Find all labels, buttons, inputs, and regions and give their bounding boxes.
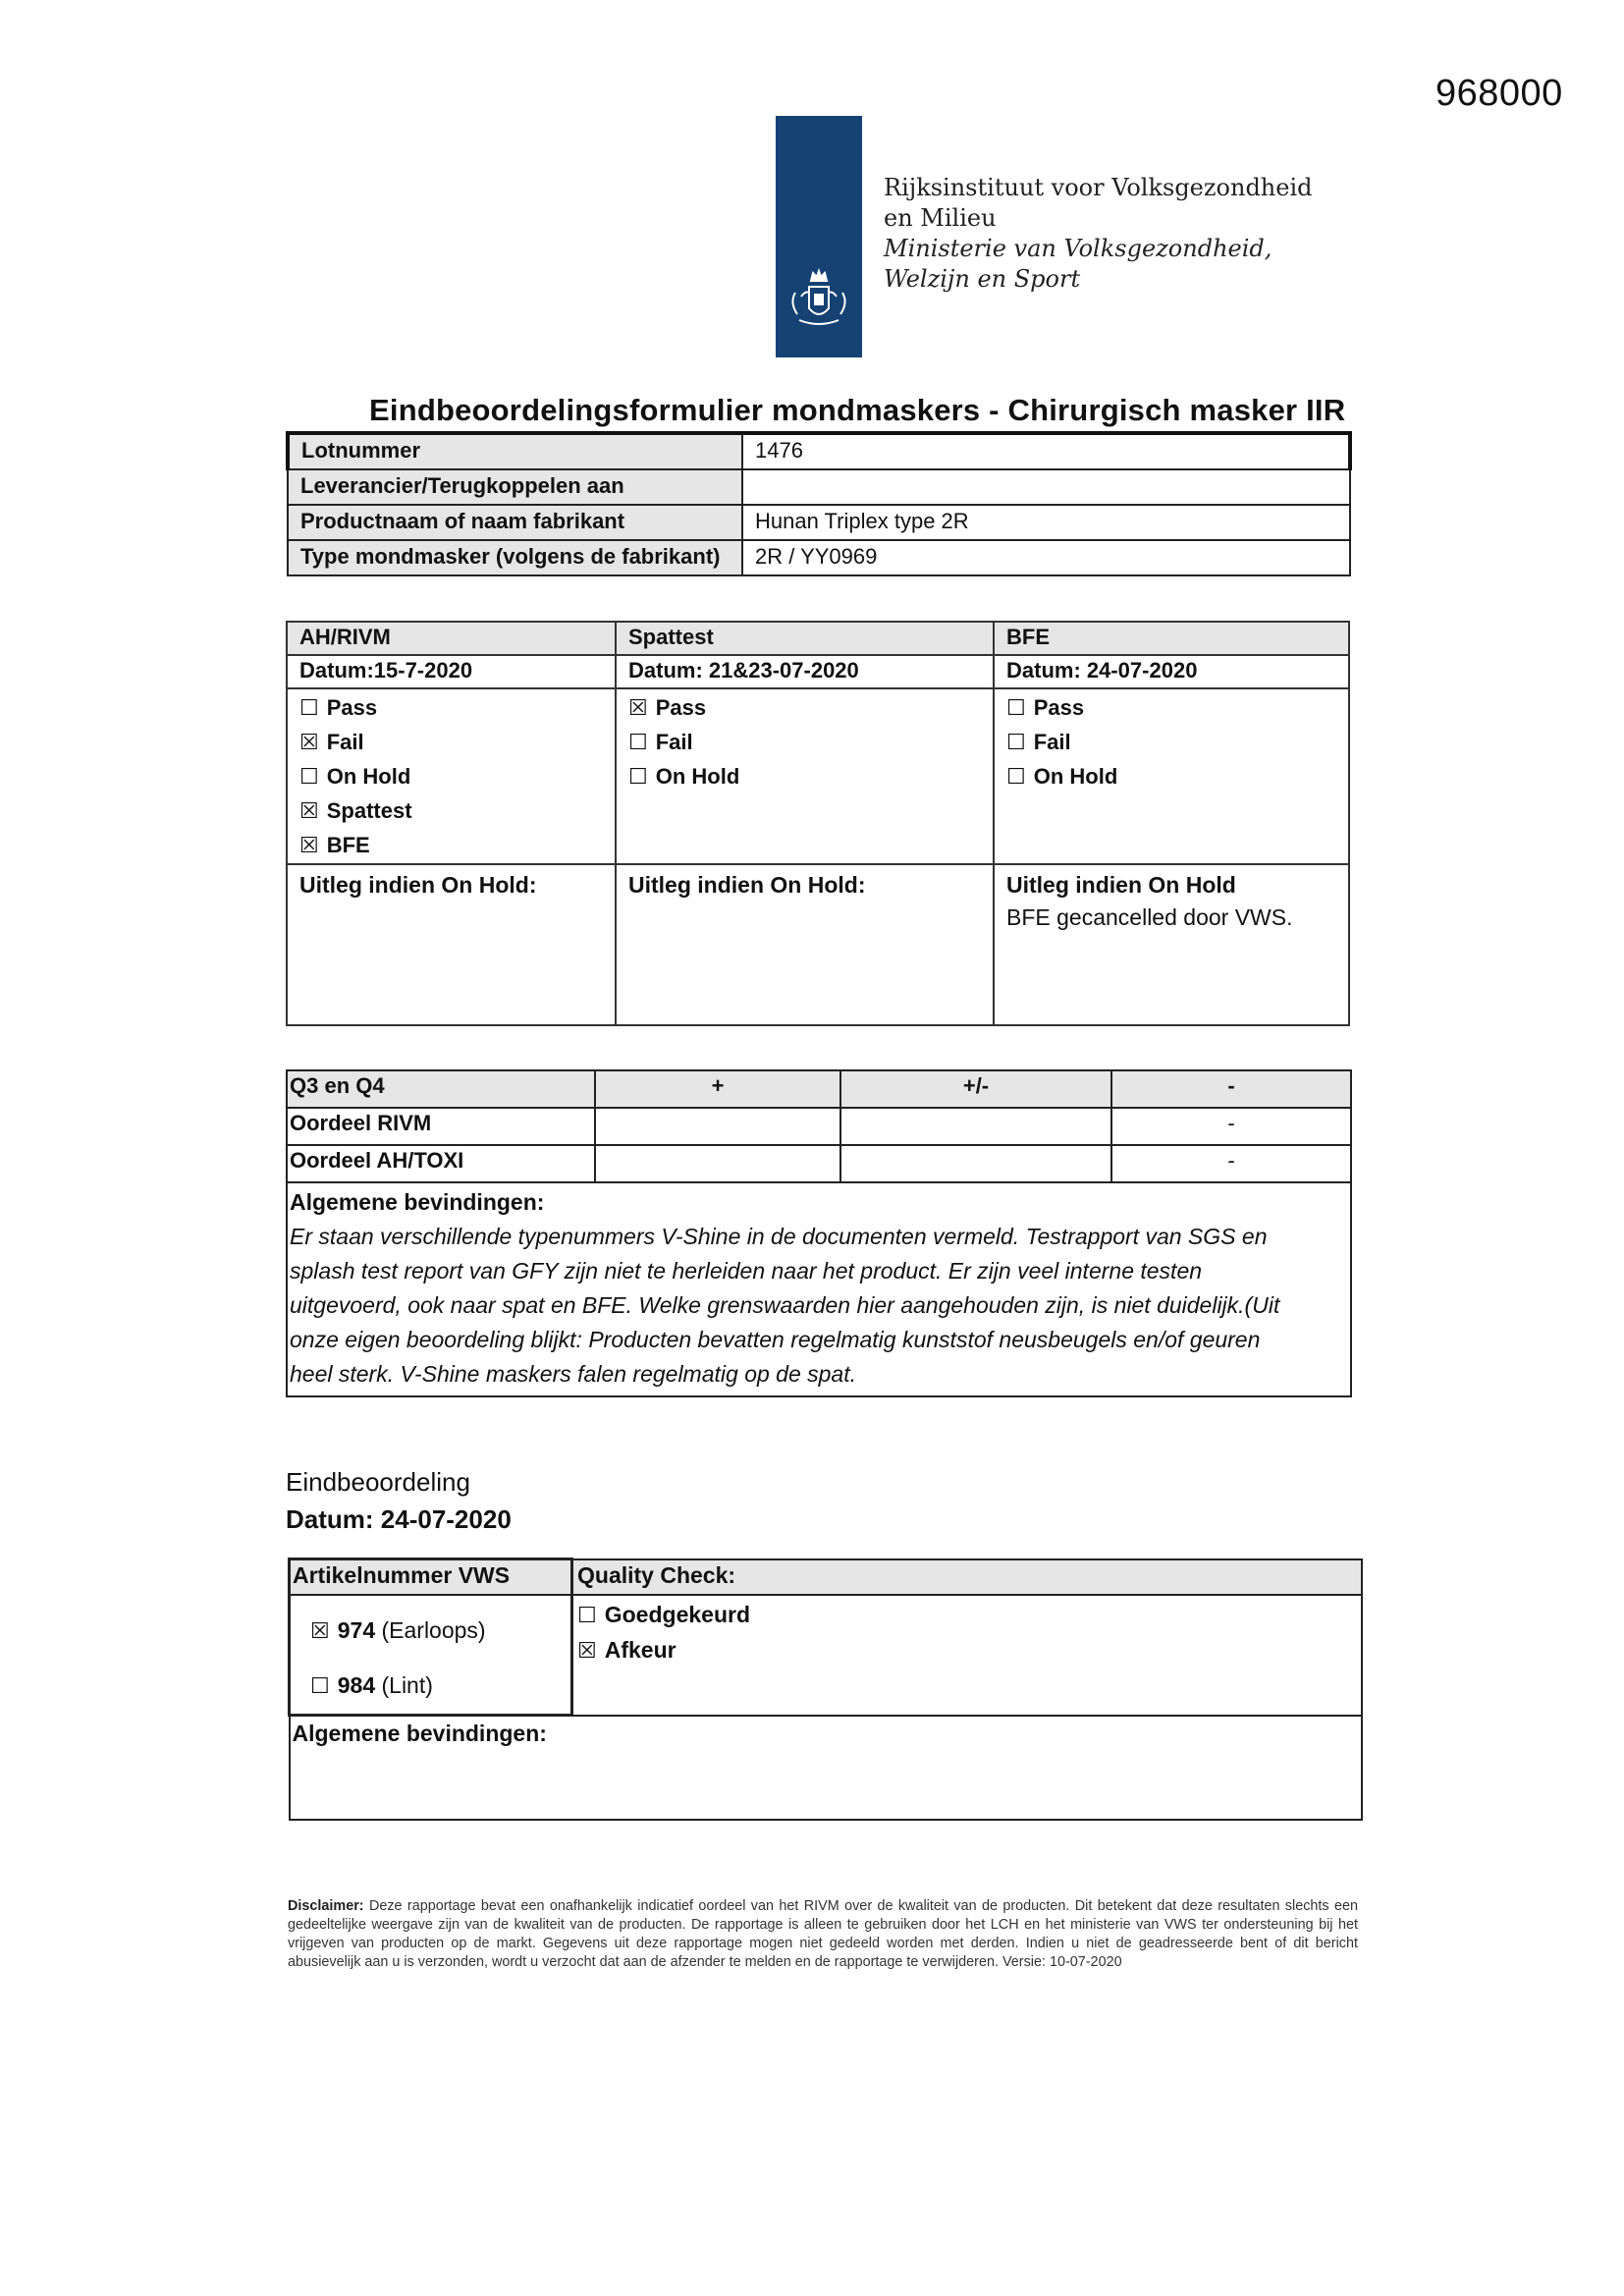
table-row — [287, 1108, 1351, 1145]
findings-line: onze eigen beoordeling blijkt: Producten bevatten regelmatig kunststof neusbeugels en/of geuren — [290, 1327, 1261, 1352]
org-line-3: Ministerie van Volksgezondheid, — [884, 235, 1272, 262]
checkbox-icon[interactable]: ☐ — [299, 696, 319, 721]
quality-label: Goedgekeurd — [604, 1602, 750, 1627]
article-984 — [310, 1659, 568, 1714]
checkbox-icon[interactable]: ☐ — [1006, 731, 1026, 755]
option-on-hold — [1006, 760, 1336, 794]
option-pass — [628, 691, 981, 726]
article-desc: (Lint) — [381, 1672, 433, 1698]
header-bfe: BFE — [994, 622, 1349, 655]
table-row — [288, 540, 1350, 575]
explain-spattest — [616, 864, 994, 1025]
checkbox-checked-icon[interactable]: ☒ — [299, 799, 319, 824]
findings-line: heel sterk. V-Shine maskers falen regelmatig op de spat. — [290, 1361, 856, 1387]
table-row — [287, 622, 1349, 655]
label-leverancier: Leverancier/Terugkoppelen aan — [288, 469, 742, 505]
header-spattest: Spattest — [616, 622, 994, 655]
final-findings-label: Algemene bevindingen: — [292, 1721, 547, 1746]
option-spattest — [299, 794, 603, 829]
checkbox-icon[interactable]: ☐ — [577, 1604, 597, 1628]
option-label: Spattest — [326, 798, 412, 823]
checkbox-checked-icon[interactable]: ☒ — [310, 1619, 330, 1644]
q3-q4-table — [286, 1069, 1352, 1397]
article-974 — [310, 1604, 568, 1659]
checkbox-checked-icon[interactable]: ☒ — [299, 731, 319, 755]
explain-ah-rivm — [287, 864, 616, 1025]
org-line-1: Rijksinstituut voor Volksgezondheid — [884, 174, 1313, 201]
table-row — [287, 1145, 1351, 1182]
option-fail — [1006, 726, 1336, 760]
checkbox-icon[interactable]: ☐ — [299, 765, 319, 790]
cell-plus-minus — [840, 1108, 1111, 1145]
table-row — [287, 1070, 1351, 1108]
option-label: On Hold — [1033, 764, 1118, 789]
checkbox-checked-icon[interactable]: ☒ — [628, 696, 648, 721]
checkbox-icon[interactable]: ☐ — [310, 1674, 330, 1699]
checkbox-checked-icon[interactable]: ☒ — [299, 834, 319, 858]
option-label: Fail — [655, 730, 693, 754]
article-number: 974 — [337, 1617, 376, 1643]
option-fail — [628, 726, 981, 760]
table-row — [288, 469, 1350, 505]
final-assessment-heading: Eindbeoordeling — [286, 1467, 470, 1497]
checkbox-checked-icon[interactable]: ☒ — [577, 1639, 597, 1664]
table-row — [288, 505, 1350, 540]
org-line-2: en Milieu — [884, 204, 997, 232]
final-assessment-date: Datum: 24-07-2020 — [286, 1504, 512, 1534]
disclaimer-label: Disclaimer: — [288, 1898, 364, 1914]
options-bfe — [994, 688, 1349, 864]
findings-line: Er staan verschillende typenummers V-Shine in de documenten vermeld. Testrapport van SGS en — [290, 1224, 1268, 1249]
date-spattest: Datum: 21&23-07-2020 — [616, 655, 994, 688]
header-minus: - — [1111, 1070, 1351, 1108]
header-quality-check: Quality Check: — [572, 1559, 1362, 1596]
explain-label: Uitleg indien On Hold: — [299, 872, 537, 898]
disclaimer-text: Deze rapportage bevat een onafhankelijk indicatief oordeel van het RIVM over de kwaliteit van de producten. Dit betekent dat deze resultaten slechts een gedeeltelijke weergave zijn van de kwaliteit van de producten. De rapportage is alleen te gebruiken door het LCH en het ministerie van VWS ter ondersteuning bij het vrijgeven van producten op de markt. Gegevens uit deze rapportage mogen niet gedeeld worden met derden. Indien u niet de geadresseerde bent of dit bericht abusievelijk aan u is verzonden, wordt u verzocht dat aan de afzender te melden en de rapportage te verwijderen. Versie: 10-07-2020 — [288, 1898, 1358, 1970]
form-title: Eindbeoordelingsformulier mondmaskers - Chirurgisch masker IIR — [369, 393, 1346, 427]
table-row — [290, 1595, 1362, 1716]
checkbox-icon[interactable]: ☐ — [1006, 696, 1026, 721]
option-on-hold — [628, 760, 981, 794]
table-row — [287, 1182, 1351, 1396]
general-findings — [287, 1182, 1351, 1396]
options-spattest — [616, 688, 994, 864]
row-label-oordeel-rivm: Oordeel RIVM — [287, 1108, 595, 1145]
option-on-hold — [299, 760, 603, 794]
tests-table — [286, 621, 1350, 1026]
explain-label: Uitleg indien On Hold: — [628, 872, 866, 898]
header-q3-q4: Q3 en Q4 — [287, 1070, 595, 1108]
header-ah-rivm: AH/RIVM — [287, 622, 616, 655]
table-row — [288, 433, 1350, 469]
explain-label: Uitleg indien On Hold — [1006, 872, 1236, 898]
table-row — [287, 864, 1349, 1025]
org-line-4: Welzijn en Sport — [884, 265, 1081, 293]
option-label: Pass — [655, 695, 707, 720]
label-productnaam: Productnaam of naam fabrikant — [288, 505, 742, 540]
cell-plus-minus — [840, 1145, 1111, 1182]
option-bfe — [299, 829, 603, 863]
quality-goedgekeurd — [577, 1598, 1359, 1633]
final-assessment-table — [288, 1558, 1363, 1821]
option-fail — [299, 726, 603, 760]
value-leverancier — [742, 469, 1350, 505]
date-bfe: Datum: 24-07-2020 — [994, 655, 1349, 688]
table-row — [290, 1716, 1362, 1821]
explain-text: BFE gecancelled door VWS. — [1006, 904, 1293, 930]
document-number: 968000 — [1435, 73, 1563, 114]
value-productnaam: Hunan Triplex type 2R — [742, 505, 1350, 540]
findings-line: splash test report van GFY zijn niet te herleiden naar het product. Er zijn veel interne testen — [290, 1258, 1203, 1284]
option-label: Fail — [1033, 730, 1071, 754]
label-type-mondmasker: Type mondmasker (volgens de fabrikant) — [288, 540, 742, 575]
coat-of-arms-icon — [782, 263, 856, 342]
quality-afkeur — [577, 1633, 1359, 1668]
header-plus: + — [595, 1070, 840, 1108]
checkbox-icon[interactable]: ☐ — [1006, 765, 1026, 790]
option-label: On Hold — [655, 764, 740, 789]
disclaimer — [288, 1897, 1358, 1972]
checkbox-icon[interactable]: ☐ — [628, 731, 648, 755]
quality-label: Afkeur — [604, 1637, 677, 1663]
header-article-number: Artikelnummer VWS — [290, 1559, 572, 1596]
checkbox-icon[interactable]: ☐ — [628, 765, 648, 790]
value-type-mondmasker: 2R / YY0969 — [742, 540, 1350, 575]
findings-label: Algemene bevindingen: — [290, 1189, 545, 1215]
findings-line: uitgevoerd, ook naar spat en BFE. Welke grenswaarden hier aangehouden zijn, is niet duidelijk.(Uit — [290, 1292, 1280, 1318]
cell-minus: - — [1111, 1108, 1351, 1145]
product-info-table — [286, 431, 1352, 576]
explain-bfe — [994, 864, 1349, 1025]
cell-plus — [595, 1145, 840, 1182]
article-number: 984 — [337, 1672, 376, 1698]
options-ah-rivm — [287, 688, 616, 864]
organisation-name — [884, 173, 1313, 295]
header-plus-minus: +/- — [840, 1070, 1111, 1108]
label-lotnummer: Lotnummer — [288, 433, 742, 469]
cell-minus: - — [1111, 1145, 1351, 1182]
date-ah-rivm: Datum:15-7-2020 — [287, 655, 616, 688]
row-label-oordeel-ah-toxi: Oordeel AH/TOXI — [287, 1145, 595, 1182]
table-row — [287, 655, 1349, 688]
option-label: Pass — [1033, 695, 1085, 720]
table-row — [290, 1559, 1362, 1596]
option-label: Pass — [326, 695, 378, 720]
article-options — [290, 1595, 572, 1716]
cell-plus — [595, 1108, 840, 1145]
option-pass — [1006, 691, 1336, 726]
table-row — [287, 688, 1349, 864]
option-label: On Hold — [326, 764, 411, 789]
option-label: BFE — [326, 833, 370, 857]
option-pass — [299, 691, 603, 726]
final-general-findings — [290, 1716, 1362, 1821]
quality-options — [572, 1595, 1362, 1716]
article-desc: (Earloops) — [381, 1617, 486, 1643]
value-lotnummer: 1476 — [742, 433, 1350, 469]
option-label: Fail — [326, 730, 364, 754]
